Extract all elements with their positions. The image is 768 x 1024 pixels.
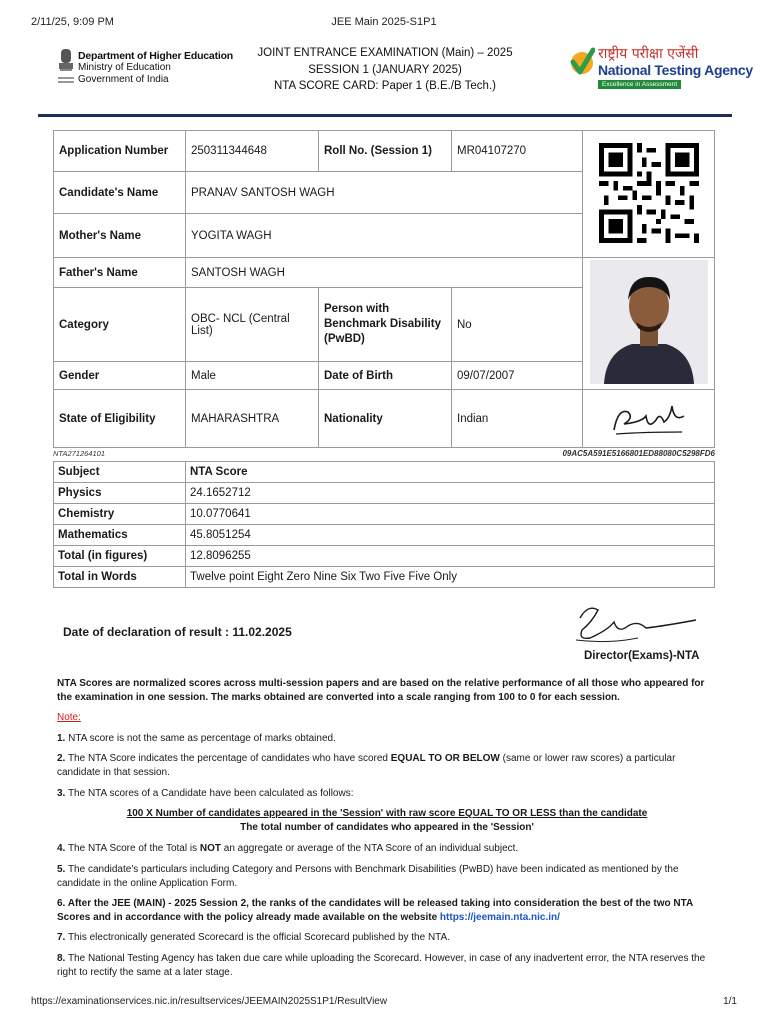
formula-denominator: The total number of candidates who appeared in the 'Session' (240, 821, 534, 833)
candidate-info-table (53, 130, 715, 448)
note-item: 5. The candidate's particulars including Category and Persons with Benchmark Disabilities (PwBD) have been indicated as mentioned by the candidate in the online Application Form. (57, 863, 679, 889)
value-application-number: 250311344648 (186, 131, 319, 172)
nta-score-formula (57, 807, 717, 834)
director-signature-icon (568, 600, 708, 650)
value-pwbd: No (452, 288, 583, 362)
reference-id-right: 09AC5A591E5166801ED88080C5298FD6 (562, 449, 715, 458)
notes-intro: NTA Scores are normalized scores across multi-session papers and are based on the relative performance of all those who appeared for the examination in one session. The marks obtained are converted into a scale ranging from 100 to 0 for each session. (57, 678, 705, 703)
score-table (53, 461, 715, 588)
qr-code-icon (595, 143, 703, 243)
title-line3: NTA SCORE CARD: Paper 1 (B.E./B Tech.) (274, 80, 496, 92)
note-heading: Note: (57, 712, 81, 724)
nta-hindi-name: राष्ट्रीय परीक्षा एजेंसी (598, 46, 699, 62)
subject-label: Physics (54, 483, 186, 504)
nta-english-name: National Testing Agency (598, 62, 753, 78)
label-state: State of Eligibility (54, 390, 186, 448)
note-item: 2. The NTA Score indicates the percentage of candidates who have scored EQUAL TO OR BELOW (same or lower raw scores) a particular candidate in that session. (57, 753, 676, 778)
national-emblem-icon (57, 47, 75, 87)
label-nationality: Nationality (319, 390, 452, 448)
subject-label: Mathematics (54, 525, 186, 546)
note-item: 6. After the JEE (MAIN) - 2025 Session 2, the ranks of the candidates will be released taking into consideration the best of the two NTA Scores and in accordance with the policy already made available on the website https://jeemain.nta.nic.in/ (57, 898, 693, 923)
ministry-line1: Department of Higher Education (78, 50, 234, 62)
value-father-name: SANTOSH WAGH (186, 258, 583, 288)
ministry-line2: Ministry of Education (78, 62, 171, 74)
value-category: OBC- NCL (Central List) (186, 288, 319, 362)
subject-score: Twelve point Eight Zero Nine Six Two Five Five Only (186, 567, 715, 588)
formula-numerator: 100 X Number of candidates appeared in the 'Session' with raw score EQUAL TO OR LESS than the candidate (126, 808, 648, 820)
note-item: 7. This electronically generated Scorecard is the official Scorecard published by the NTA. (57, 932, 450, 944)
value-candidate-name: PRANAV SANTOSH WAGH (186, 172, 583, 214)
value-nationality: Indian (452, 390, 583, 448)
nta-checkmark-logo-icon (569, 44, 595, 82)
header-nta-score: NTA Score (186, 462, 715, 483)
print-datetime: 2/11/25, 9:09 PM (31, 16, 114, 28)
label-gender: Gender (54, 362, 186, 390)
jeemain-website-link[interactable]: https://jeemain.nta.nic.in/ (439, 911, 560, 923)
ministry-line3: Government of India (78, 73, 169, 85)
scorecard-title (200, 45, 570, 95)
table-row (54, 567, 715, 588)
subject-score: 45.8051254 (186, 525, 715, 546)
subject-score: 24.1652712 (186, 483, 715, 504)
value-mother-name: YOGITA WAGH (186, 214, 583, 258)
label-application-number: Application Number (54, 131, 186, 172)
subject-label: Total (in figures) (54, 546, 186, 567)
candidate-photo-cell (583, 258, 715, 390)
label-dob: Date of Birth (319, 362, 452, 390)
label-roll-no: Roll No. (Session 1) (319, 131, 452, 172)
print-page-number: 1/1 (723, 996, 737, 1007)
table-row (54, 390, 715, 448)
qr-code-cell (583, 131, 715, 258)
table-row (54, 546, 715, 567)
label-category: Category (54, 288, 186, 362)
label-father-name: Father's Name (54, 258, 186, 288)
subject-label: Total in Words (54, 567, 186, 588)
table-row (54, 131, 715, 172)
table-header-row (54, 462, 715, 483)
note-item: 8. The National Testing Agency has taken due care while uploading the Scorecard. However, in case of any inadvertent error, the NTA reserves the right to rectify the same at a later stage. (57, 952, 706, 978)
title-line2: SESSION 1 (JANUARY 2025) (308, 63, 462, 76)
nta-tagline: Excellence in Assessment (598, 80, 681, 89)
director-title: Director(Exams)-NTA (584, 650, 700, 662)
header-subject: Subject (54, 462, 186, 483)
label-candidate-name: Candidate's Name (54, 172, 186, 214)
value-dob: 09/07/2007 (452, 362, 583, 390)
note-item: 4. The NTA Score of the Total is NOT an aggregate or average of the NTA Score of an individual subject. (57, 843, 519, 855)
value-state: MAHARASHTRA (186, 390, 319, 448)
header-divider (38, 114, 732, 117)
value-roll-no: MR04107270 (452, 131, 583, 172)
label-pwbd: Person with Benchmark Disability (PwBD) (319, 288, 452, 362)
subject-label: Chemistry (54, 504, 186, 525)
print-doc-title: JEE Main 2025-S1P1 (331, 16, 437, 28)
table-row (54, 504, 715, 525)
candidate-signature-cell (583, 390, 715, 448)
table-row (54, 483, 715, 504)
declaration-date: Date of declaration of result : 11.02.2025 (63, 625, 292, 639)
note-item: 3. The NTA scores of a Candidate have been calculated as follows: (57, 787, 354, 799)
note-item: 1. NTA score is not the same as percentage of marks obtained. (57, 732, 336, 744)
subject-score: 10.0770641 (186, 504, 715, 525)
candidate-photo (590, 260, 708, 384)
table-row (54, 258, 715, 288)
label-mother-name: Mother's Name (54, 214, 186, 258)
notes-section (57, 677, 717, 986)
print-url: https://examinationservices.nic.in/resultservices/JEEMAIN2025S1P1/ResultView (31, 996, 388, 1007)
reference-id-left: NTA271264101 (53, 449, 105, 458)
title-line1: JOINT ENTRANCE EXAMINATION (Main) – 2025 (257, 47, 513, 59)
subject-score: 12.8096255 (186, 546, 715, 567)
table-row (54, 525, 715, 546)
value-gender: Male (186, 362, 319, 390)
candidate-signature-icon (594, 392, 704, 442)
